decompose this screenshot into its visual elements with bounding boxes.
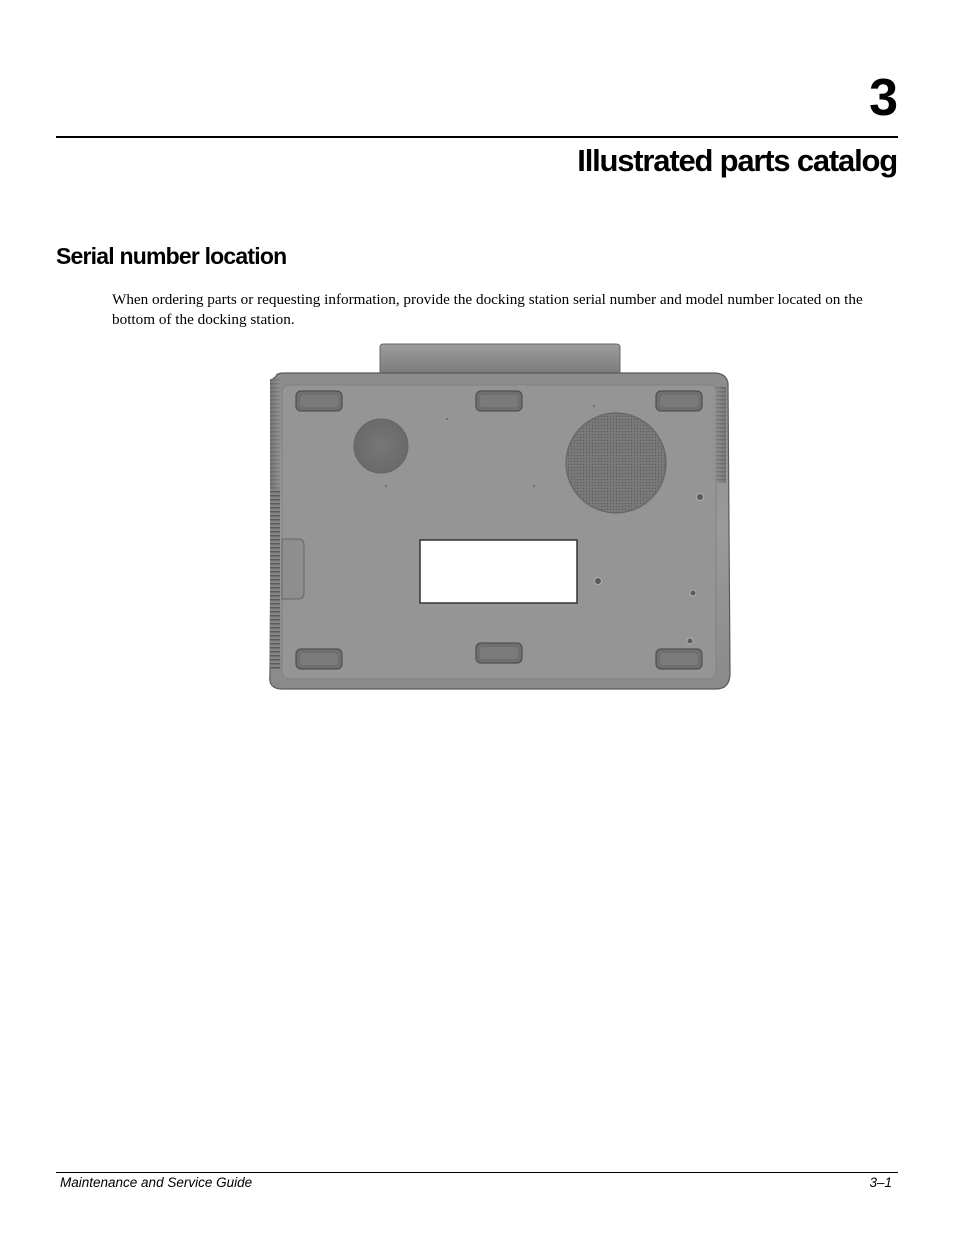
chapter-divider bbox=[56, 136, 898, 138]
footer-divider bbox=[56, 1172, 898, 1173]
screw-hole bbox=[687, 638, 693, 644]
section-body-text: When ordering parts or requesting information, provide the docking station serial number and model number located on the bottom of the docking station. bbox=[112, 291, 863, 328]
footer-guide-title: Maintenance and Service Guide bbox=[60, 1175, 253, 1190]
section-heading: Serial number location bbox=[56, 243, 287, 269]
side-latch bbox=[282, 539, 304, 599]
docking-station-bottom-illustration bbox=[264, 343, 734, 693]
chapter-title: Illustrated parts catalog bbox=[577, 143, 897, 178]
chapter-number: 3 bbox=[869, 69, 897, 127]
docking-station-bottom-figure bbox=[264, 343, 734, 693]
small-speaker-grille bbox=[354, 419, 408, 473]
screw-hole bbox=[595, 578, 602, 585]
screw-hole bbox=[690, 590, 696, 596]
footer-page-number: 3–1 bbox=[869, 1175, 892, 1190]
screw-hole bbox=[697, 494, 704, 501]
serial-number-label bbox=[420, 540, 577, 603]
connector-housing bbox=[380, 344, 620, 373]
large-speaker-grille bbox=[566, 413, 666, 513]
